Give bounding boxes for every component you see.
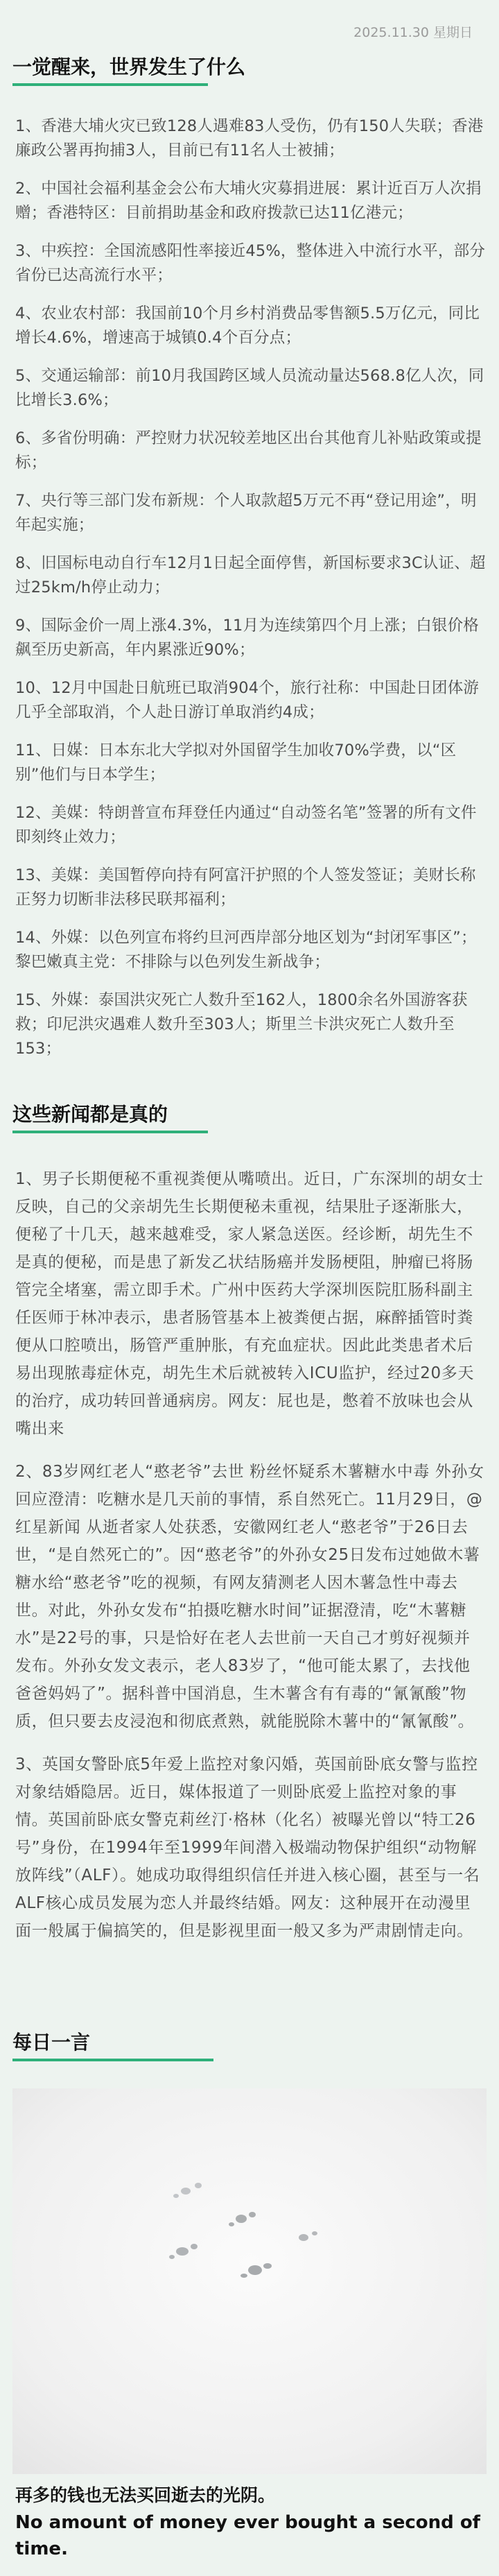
news-item: 11、日媒：日本东北大学拟对外国留学生加收70%学费，以“区别”他们与日本学生； [15,741,457,784]
news-item: 3、中疾控：全国流感阳性率接近45%，整体进入中流行水平，部分省份已达高流行水平； [15,242,486,284]
news-item: 1、香港大埔火灾已致128人遇难83人受伤，仍有150人失联；香港廉政公署再拘捕3人，目前已有11名人士被捕； [15,117,484,160]
news-item: 9、国际金价一周上涨4.3%，11月为连续第四个月上涨；白银价格飙至历史新高，年内累涨近90%； [15,617,480,659]
news-item: 14、外媒：以色列宣布将约旦河西岸部分地区划为“封闭军事区”；黎巴嫩真主党：不排除与以色列发生新战争； [15,929,477,971]
section-underline-quote [12,2059,213,2061]
section-underline-news [12,83,208,86]
story-paragraph: 1、男子长期便秘不重视粪便从嘴喷出。近日，广东深圳的胡女士反映，自己的父亲胡先生长期便秘未重视，结果肚子逐渐胀大，便秘了十几天，越来越难受，家人紧急送医。经诊断，胡先生不是真的便秘，而是患了新发乙状结肠癌并发肠梗阻，肿瘤已将肠管完全堵塞，需立即手术。广州中医药大学深圳医院肛肠科副主任医师于林冲表示，患者肠管基本上被粪便占据，麻醉插管时粪便从口腔喷出，肠管严重肿胀，有充血症状。因此此类患者术后易出现脓毒症休克，胡先生术后就被转入ICU监护，经过20多天的治疗，成功转回普通病房。网友：屁也是，憋着不放味也会从嘴出来 [15,1170,484,1438]
stories-body [15,1165,487,1960]
news-item: 7、央行等三部门发布新规：个人取款超5万元不再“登记用途”，明年起实施； [15,492,477,534]
news-item: 12、美媒：特朗普宣布拜登任内通过“自动签名笔”签署的所有文件即刻终止效力； [15,804,477,846]
news-list [15,114,487,1075]
story-paragraph: 2、83岁网红老人“憨老爷”去世 粉丝怀疑系木薯糖水中毒 外孙女回应澄清：吃糖水是几天前的事情，系自然死亡。11月29日，@红星新闻 从逝者家人处获悉，安徽网红老人“憨老爷”于26日去世，“是自然死亡的”。因“憨老爷”的外孙女25日发布过她做木薯糖水给“憨老爷”吃的视频，有网友猜测老人因木薯急性中毒去世。对此，外孙女发布“拍摄吃糖水时间”证据澄清，吃“木薯糖水”是22号的事，只是恰好在老人去世前一天自己才剪好视频并发布。外孙女发文表示，老人83岁了，“他可能太累了，去找他爸爸妈妈了”。据科普中国消息，生木薯含有有毒的“氰氰酸”物质，但只要去皮浸泡和彻底煮熟，就能脱除木薯中的“氰氰酸”。 [15,1463,484,1731]
quote-english: No amount of money ever bought a second of time. [15,2512,480,2559]
snow-footprints-image [12,2088,487,2474]
news-item: 13、美媒：美国暂停向持有阿富汗护照的个人签发签证；美财长称正努力切断非法移民联邦福利； [15,866,476,909]
snow-scene [12,2088,487,2474]
section-title-stories: 这些新闻都是真的 [12,1103,168,1126]
quote-chinese: 再多的钱也无法买回逝去的光阴。 [15,2485,276,2505]
news-item: 6、多省份明确：严控财力状况较差地区出台其他育儿补贴政策或提标； [15,429,482,472]
section-title-quote: 每日一言 [12,2031,91,2054]
story-paragraph: 3、英国女警卧底5年爱上监控对象闪婚，英国前卧底女警与监控对象结婚隐居。近日，媒体报道了一则卧底爱上监控对象的事情。英国前卧底女警克莉丝汀·格林（化名）被曝光曾以“特工26号”身份，在1994年至1999年间潜入极端动物保护组织“动物解放阵线”（ALF）。她成功取得组织信任并进入核心圈，甚至与一名ALF核心成员发展为恋人并最终结婚。网友：这种展开在动漫里面一般属于偏搞笑的，但是影视里面一般又多为严肃剧情走向。 [15,1755,480,1940]
section-title-news: 一觉醒来，世界发生了什么 [12,55,246,78]
news-item: 4、农业农村部：我国前10个月乡村消费品零售额5.5万亿元，同比增长4.6%，增速高于城镇0.4个百分点； [15,304,480,347]
news-item: 15、外媒：泰国洪灾死亡人数升至162人，1800余名外国游客获救；印尼洪灾遇难人数升至303人；斯里兰卡洪灾死亡人数升至153； [15,991,468,1058]
section-underline-stories [12,1131,208,1133]
news-item: 8、旧国标电动自行车12月1日起全面停售，新国标要求3C认证、超过25km/h停止动力； [15,554,486,596]
news-item: 5、交通运输部：前10月我国跨区域人员流动量达568.8亿人次，同比增长3.6%； [15,367,484,409]
news-item: 2、中国社会福利基金会公布大埔火灾募捐进展：累计近百万人次捐赠；香港特区：目前捐助基金和政府拨款已达11亿港元； [15,180,482,222]
news-item: 10、12月中国赴日航班已取消904个，旅行社称：中国赴日团体游几乎全部取消，个人赴日游订单取消约4成； [15,679,480,721]
date-label: 2025.11.30 星期日 [353,25,473,40]
